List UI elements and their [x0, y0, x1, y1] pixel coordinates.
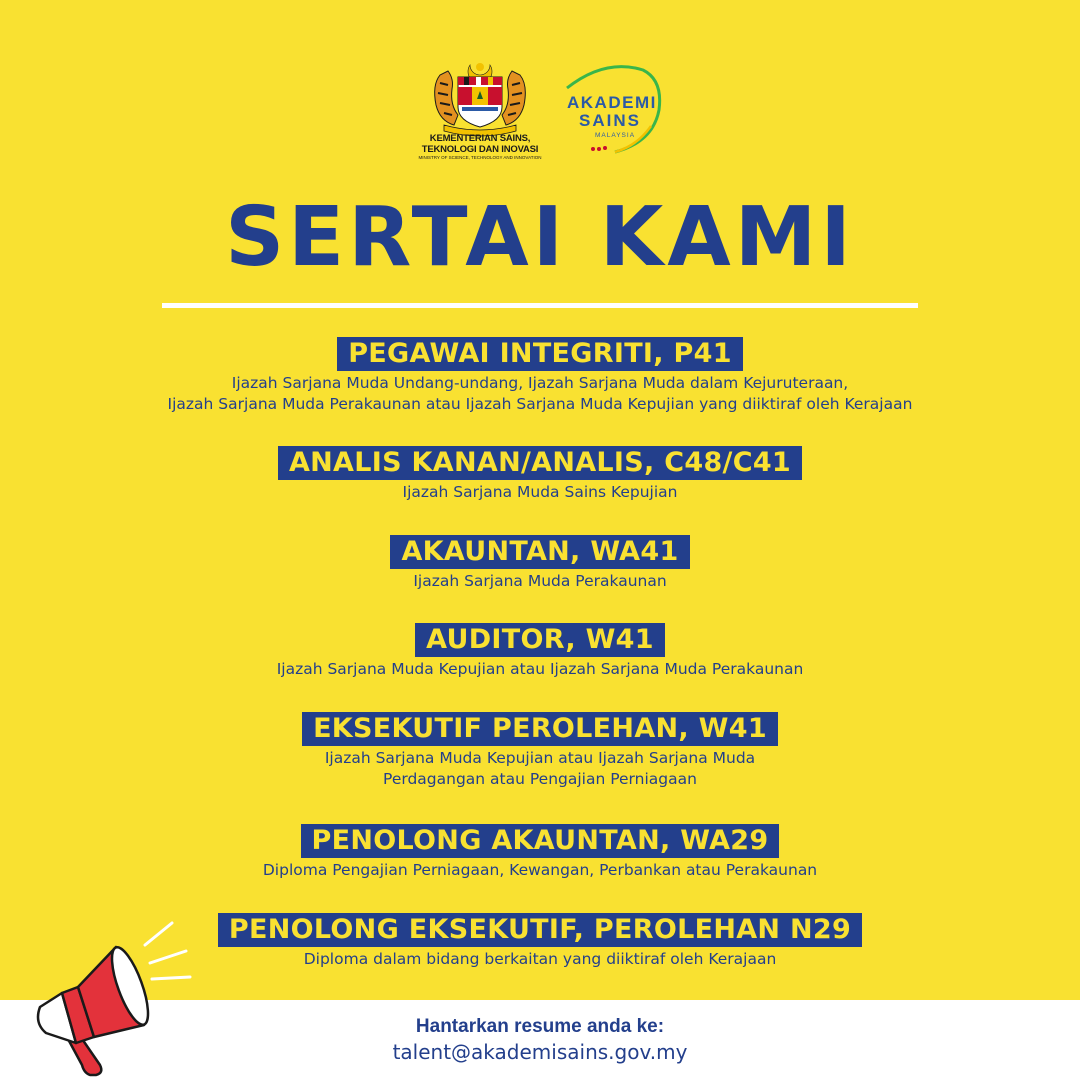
job-requirement: Ijazah Sarjana Muda Undang-undang, Ijazah Sarjana Muda dalam Kejuruteraan, — [231, 374, 849, 392]
job-title: PENOLONG EKSEKUTIF, PEROLEHAN N29 — [218, 913, 862, 947]
page-title: SERTAI KAMI — [225, 190, 855, 285]
job-title: AKAUNTAN, WA41 — [390, 535, 689, 569]
job-requirement: Ijazah Sarjana Muda Perakaunan atau Ijazah Sarjana Muda Kepujian yang diiktiraf oleh Kerajaan — [167, 395, 913, 413]
ministry-name — [400, 133, 560, 161]
academy-name-line2: SAINS — [579, 111, 641, 130]
job-requirement: Diploma dalam bidang berkaitan yang diiktiraf oleh Kerajaan — [303, 950, 777, 968]
job-listing — [0, 446, 1080, 503]
job-requirement: Ijazah Sarjana Muda Perakaunan — [413, 572, 667, 590]
job-title: PENOLONG AKAUNTAN, WA29 — [301, 824, 780, 858]
job-listing — [0, 712, 1080, 790]
job-title: AUDITOR, W41 — [415, 623, 665, 657]
megaphone-icon — [20, 915, 200, 1080]
job-listing — [0, 535, 1080, 592]
job-requirement: Ijazah Sarjana Muda Kepujian atau Ijazah Sarjana Muda — [324, 749, 756, 767]
job-requirement: Perdagangan atau Pengajian Perniagaan — [383, 770, 697, 788]
job-listing — [0, 824, 1080, 881]
akademi-sains-logo-icon — [555, 60, 665, 160]
ministry-name-line1: KEMENTERIAN SAINS, — [429, 133, 531, 144]
job-listing — [0, 623, 1080, 680]
job-requirement: Ijazah Sarjana Muda Sains Kepujian — [402, 483, 678, 501]
job-title: PEGAWAI INTEGRITI, P41 — [337, 337, 743, 371]
title-underline — [162, 303, 918, 308]
job-requirement: Ijazah Sarjana Muda Kepujian atau Ijazah Sarjana Muda Perakaunan — [276, 660, 804, 678]
ministry-name-line2: TEKNOLOGI DAN INOVASI — [421, 144, 539, 155]
footer-prompt: Hantarkan resume anda ke: — [415, 1016, 665, 1037]
job-title: ANALIS KANAN/ANALIS, C48/C41 — [278, 446, 802, 480]
job-title: EKSEKUTIF PEROLEHAN, W41 — [302, 712, 778, 746]
academy-name-line3: MALAYSIA — [595, 132, 636, 139]
header-logos — [0, 55, 1080, 165]
job-requirement: Diploma Pengajian Perniagaan, Kewangan, Perbankan atau Perakaunan — [262, 861, 818, 879]
ministry-name-english: MINISTRY OF SCIENCE, TECHNOLOGY AND INNOVATION — [418, 155, 542, 160]
contact-email[interactable]: talent@akademisains.gov.my — [392, 1040, 688, 1064]
job-listing — [0, 337, 1080, 415]
academy-name-line1: AKADEMI — [567, 93, 657, 112]
